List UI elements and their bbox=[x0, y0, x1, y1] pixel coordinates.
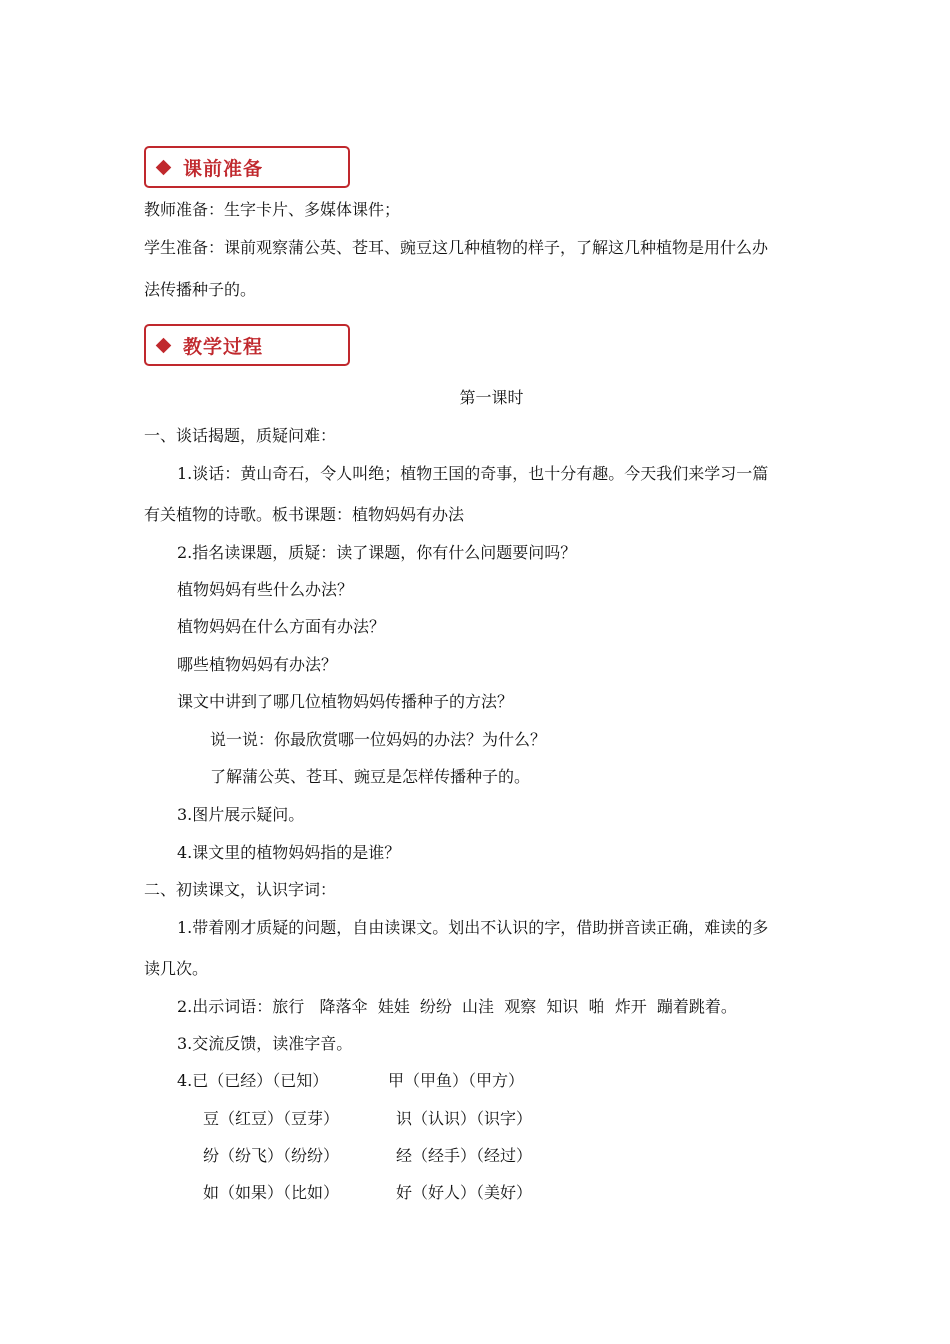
part1-heading: 一、谈话揭题，质疑问难： bbox=[144, 426, 337, 445]
question-text: 说一说：你最欣赏哪一位妈妈的办法？为什么？ bbox=[210, 730, 547, 749]
part2-item3: 3.交流反馈，读准字音。 bbox=[177, 1034, 353, 1053]
part1-item1-line2: 有关植物的诗歌。板书课题：植物妈妈有办法 bbox=[144, 505, 465, 524]
word-pair-right: 好（好人）（美好） bbox=[396, 1183, 533, 1202]
section-title: 教学过程 bbox=[183, 335, 264, 358]
question-text: 哪些植物妈妈有办法？ bbox=[177, 655, 338, 674]
part2-item1-line2: 读几次。 bbox=[144, 959, 209, 978]
part1-item4: 4.课文里的植物妈妈指的是谁？ bbox=[177, 843, 401, 862]
section-title: 课前准备 bbox=[183, 157, 264, 180]
word-pair-left: 纷（纷飞）（纷纷） bbox=[203, 1146, 340, 1165]
lesson-title: 第一课时 bbox=[459, 388, 524, 407]
diamond-icon bbox=[156, 337, 172, 353]
word-pair-right: 甲（甲鱼）（甲方） bbox=[388, 1071, 525, 1090]
word-pair-right: 经（经手）（经过） bbox=[396, 1146, 533, 1165]
section-header-prep bbox=[144, 146, 350, 188]
question-text: 植物妈妈有些什么办法？ bbox=[177, 580, 354, 599]
part1-item2: 2.指名读课题，质疑：读了课题，你有什么问题要问吗？ bbox=[177, 543, 577, 562]
student-prep-text-line1: 学生准备：课前观察蒲公英、苍耳、豌豆这几种植物的样子，了解这几种植物是用什么办 bbox=[144, 238, 769, 257]
word-pair-left: 如（如果）（比如） bbox=[203, 1183, 340, 1202]
word-pair-left: 豆（红豆）（豆芽） bbox=[203, 1109, 340, 1128]
section-header-process bbox=[144, 324, 350, 366]
part2-heading: 二、初读课文，认识字词： bbox=[144, 880, 337, 899]
part1-item3: 3.图片展示疑问。 bbox=[177, 805, 305, 824]
diamond-icon bbox=[156, 159, 172, 175]
question-text: 植物妈妈在什么方面有办法？ bbox=[177, 617, 386, 636]
question-text: 了解蒲公英、苍耳、豌豆是怎样传播种子的。 bbox=[210, 767, 531, 786]
part2-item1-line1: 1.带着刚才质疑的问题，自由读课文。划出不认识的字，借助拼音读正确，难读的多 bbox=[177, 918, 769, 937]
question-text: 课文中讲到了哪几位植物妈妈传播种子的方法？ bbox=[177, 692, 514, 711]
word-pair-right: 识（认识）（识字） bbox=[396, 1109, 533, 1128]
teacher-prep-text: 教师准备：生字卡片、多媒体课件； bbox=[144, 200, 401, 219]
part1-item1-line1: 1.谈话：黄山奇石，令人叫绝；植物王国的奇事，也十分有趣。今天我们来学习一篇 bbox=[177, 464, 769, 483]
student-prep-text-line2: 法传播种子的。 bbox=[144, 280, 257, 299]
part2-item2-word-list: 2.出示词语：旅行 降落伞 娃娃 纷纷 山洼 观察 知识 啪 炸开 蹦着跳着。 bbox=[177, 997, 737, 1016]
word-pair-left: 4.已（已经）（已知） bbox=[177, 1071, 329, 1090]
